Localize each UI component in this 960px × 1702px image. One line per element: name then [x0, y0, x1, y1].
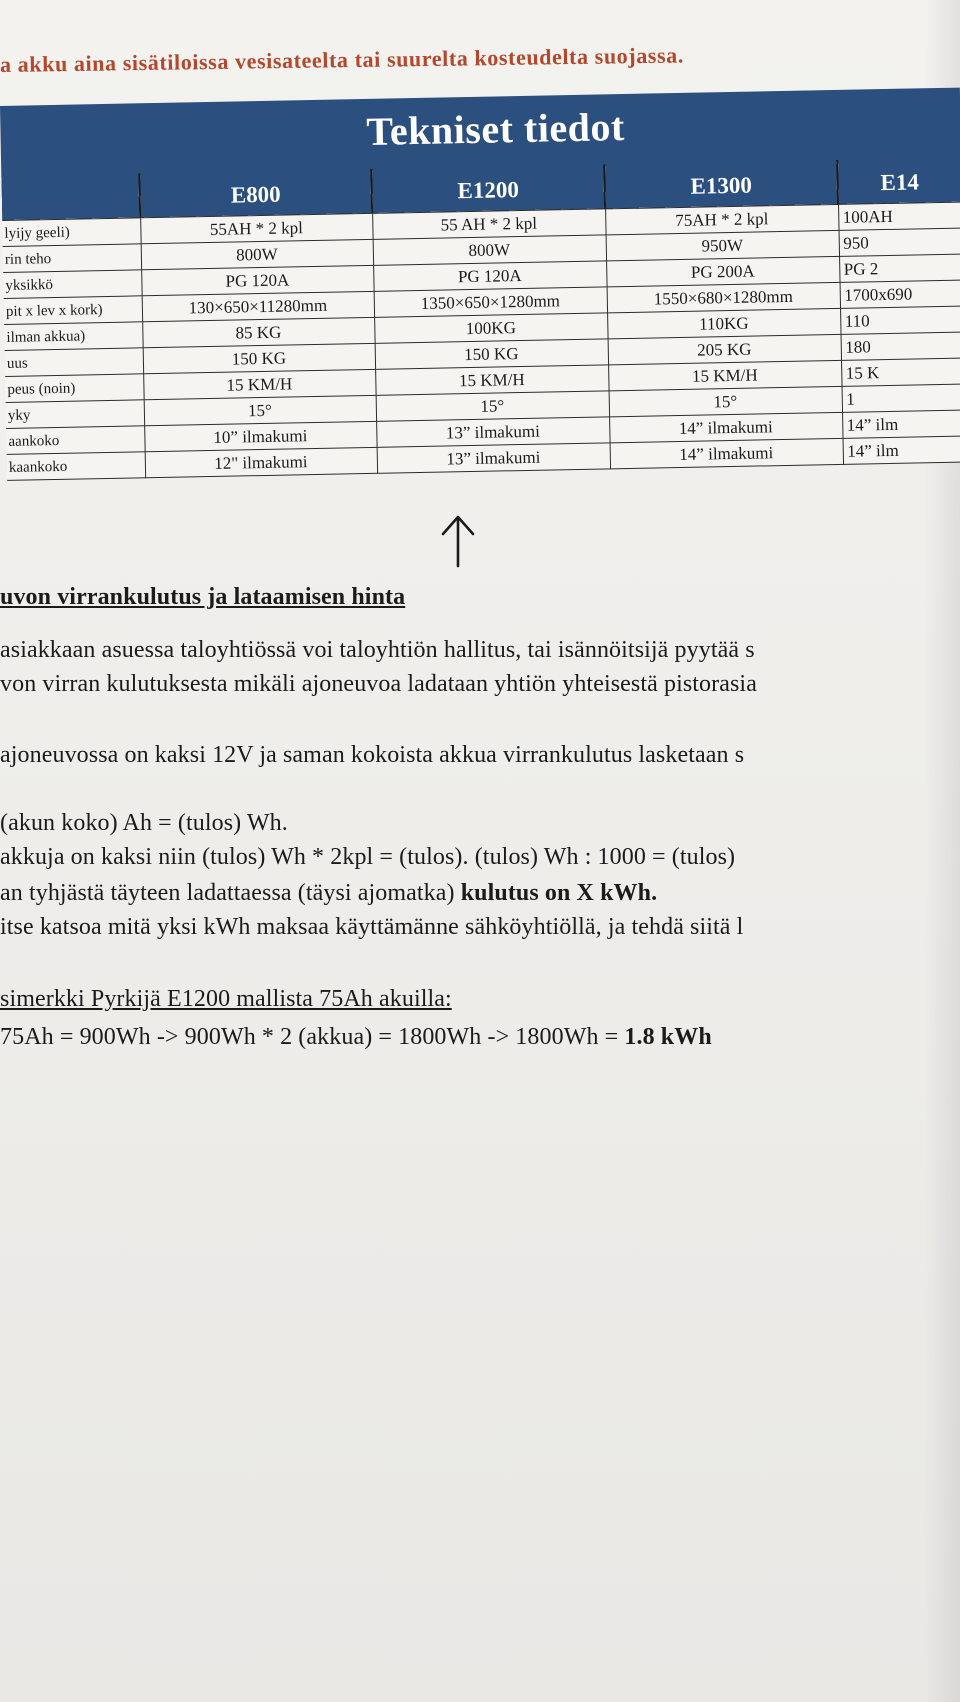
formula-line: itse katsoa mitä yksi kWh maksaa käyttämänne sähköyhtiöllä, ja tehdä siitä l [0, 914, 744, 940]
table-cell: PG 120A [373, 261, 606, 291]
table-cell: 55 AH * 2 kpl [372, 209, 605, 239]
table-cell: 1700x690 [840, 280, 960, 308]
formula-line: (akun koko) Ah = (tulos) Wh. [0, 810, 288, 836]
table-cell: 180 [841, 332, 960, 360]
table-cell: 13” ilmakumi [377, 443, 610, 473]
row-label: rin teho [3, 244, 141, 273]
table-cell: 15 KM/H [608, 360, 841, 390]
example-result: 1.8 kWh [624, 1024, 712, 1050]
table-cell: 130×650×11280mm [142, 291, 374, 321]
table-cell: 1350×650×1280mm [374, 287, 607, 317]
row-label: pit x lev x kork) [4, 296, 142, 325]
paragraph-line: asiakkaan asuessa taloyhtiössä voi taloyhtiön hallitus, tai isännöitsijä pyytää s [0, 637, 755, 663]
table-cell: 950W [606, 230, 839, 260]
example-calculation: 75Ah = 900Wh -> 900Wh * 2 (akkua) = 1800Wh -> 1800Wh = [0, 1024, 625, 1050]
consumption-result: kulutus on X kWh. [460, 880, 658, 906]
table-cell: 15 KM/H [143, 369, 375, 399]
header-e1300: E1300 [604, 160, 838, 209]
formula-line [0, 880, 657, 907]
header-label [1, 173, 140, 220]
table-cell: 150 KG [143, 343, 375, 373]
formula-text: an tyhjästä täyteen ladattaessa (täysi ajomatka) [0, 880, 461, 906]
row-label: yky [6, 400, 144, 429]
section-heading: uvon virrankulutus ja lataamisen hinta [0, 584, 406, 610]
paragraph-line: von virran kulutuksesta mikäli ajoneuvoa ladataan yhtiön yhteisestä pistorasia [0, 671, 757, 697]
table-cell: 12" ilmakumi [145, 447, 377, 477]
example-title: simerkki Pyrkijä E1200 mallista 75Ah akuilla: [0, 986, 452, 1012]
spec-table [1, 158, 960, 481]
row-label: kaankoko [7, 452, 145, 481]
row-label: ilman akkua) [4, 322, 142, 351]
row-label: aankoko [6, 426, 144, 455]
row-label: yksikkö [3, 270, 141, 299]
table-cell: 85 KG [142, 317, 374, 347]
table-cell: 75AH * 2 kpl [605, 204, 838, 234]
header-e800: E800 [139, 169, 372, 218]
table-cell: 55AH * 2 kpl [140, 213, 372, 243]
table-cell: 1550×680×1280mm [607, 282, 840, 312]
table-cell: 15 KM/H [375, 365, 608, 395]
table-cell: 14” ilmakumi [610, 438, 843, 468]
table-title: Tekniset tiedot [0, 88, 960, 178]
example-line [0, 1024, 712, 1051]
table-cell: 800W [141, 239, 373, 269]
table-cell: 1 [842, 384, 960, 412]
row-label: lyijy geeli) [2, 218, 140, 247]
table-cell: PG 2 [839, 254, 960, 282]
table-cell: 100AH [838, 202, 960, 230]
table-cell: 13” ilmakumi [376, 417, 609, 447]
table-cell: 205 KG [608, 334, 841, 364]
header-e1200: E1200 [371, 164, 605, 213]
row-label: peus (noin) [5, 374, 143, 403]
table-cell: 800W [373, 235, 606, 265]
table-cell: 14” ilm [843, 436, 960, 464]
table-cell: 100KG [374, 313, 607, 343]
table-cell: 15° [609, 386, 842, 416]
battery-warning-text: a akku aina sisätiloissa vesisateelta tai suurelta kosteudelta suojassa. [0, 42, 685, 77]
table-cell: 110 [840, 306, 960, 334]
formula-line: akkuja on kaksi niin (tulos) Wh * 2kpl = (tulos). (tulos) Wh : 1000 = (tulos) [0, 844, 736, 870]
table-cell: 150 KG [375, 339, 608, 369]
table-cell: 110KG [607, 308, 840, 338]
table-cell: PG 200A [606, 256, 839, 286]
table-cell: 14” ilmakumi [609, 412, 842, 442]
table-cell: PG 120A [141, 265, 373, 295]
table-cell: 950 [839, 228, 960, 256]
table-cell: 14” ilm [842, 410, 960, 438]
table-cell: 15 K [841, 358, 960, 386]
table-cell: 15° [144, 395, 376, 425]
spec-table-container [0, 88, 960, 481]
header-e14: E14 [837, 158, 960, 205]
table-cell: 15° [376, 391, 609, 421]
paragraph-line: ajoneuvossa on kaksi 12V ja saman kokoista akkua virrankulutus lasketaan s [0, 742, 745, 768]
row-label: uus [5, 348, 143, 377]
table-cell: 10” ilmakumi [144, 421, 376, 451]
arrow-up-icon [433, 512, 483, 568]
